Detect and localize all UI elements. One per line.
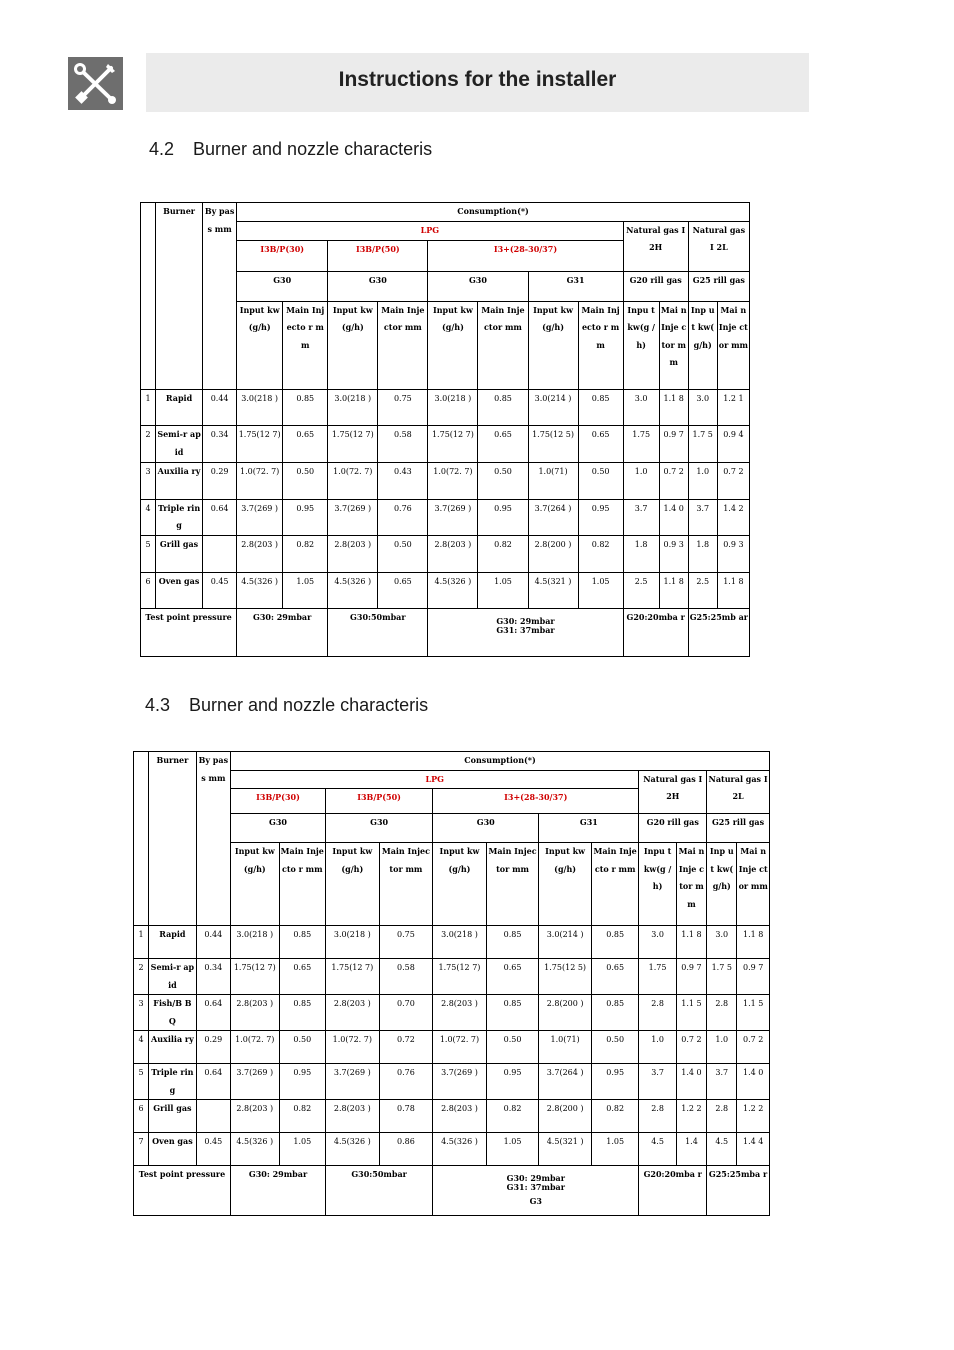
gas-g30-header: G30: [428, 272, 528, 301]
i3bp30-header: I3B/P(30): [231, 789, 326, 814]
section-heading-4-3: [145, 695, 428, 716]
main-injector-header: Main Injecto r mm: [279, 843, 326, 926]
test-point-pressure-label: Test point pressure: [134, 1166, 231, 1216]
input-header: Input kw(g/h): [328, 301, 378, 389]
main-injector-header: Main Injector mm: [379, 843, 433, 926]
burner-name: Triple ring: [149, 1064, 197, 1100]
bypass-value: 0.44: [196, 926, 230, 959]
table-cell: 3.0(214 ): [539, 926, 592, 959]
table-cell: 3.0: [688, 389, 717, 426]
table-cell: 1.4 2: [717, 499, 749, 536]
table-cell: 0.70: [379, 995, 433, 1031]
consumption-header: Consumption(*): [231, 752, 770, 771]
table-cell: 0.78: [379, 1100, 433, 1133]
bypass-value: 0.64: [196, 995, 230, 1031]
table-cell: 0.65: [279, 959, 326, 995]
burner-header: Burner: [149, 752, 197, 926]
gas-g30-header: G30: [326, 814, 433, 843]
natural-gas-i2l-header: Natural gas I 2L: [707, 770, 770, 814]
burner-nozzle-table-4-3: [133, 751, 770, 1216]
pressure-i3bp50: G30:50mbar: [326, 1166, 433, 1216]
burner-name: Grill gas: [156, 536, 203, 573]
pressure-g31: G31: 37mbar: [506, 1182, 565, 1192]
burner-name: Grill gas: [149, 1100, 197, 1133]
burner-number: 1: [141, 389, 156, 426]
wrench-screwdriver-icon: [68, 57, 123, 110]
gas-g25-header: G25 rill gas: [707, 814, 770, 843]
burner-name: Semi-r apid: [149, 959, 197, 995]
table-cell: 1.2 1: [717, 389, 749, 426]
page-title: Instructions for the installer: [338, 68, 617, 91]
table-cell: 2.8: [639, 1100, 676, 1133]
main-injector-header: Mai n Inje ctor mm: [659, 301, 688, 389]
table-cell: 2.8: [707, 1100, 737, 1133]
table-cell: 1.75(12 7): [428, 426, 478, 463]
table-row: [141, 499, 750, 536]
table-cell: 0.95: [578, 499, 623, 536]
natural-gas-i2h-header: Natural gas I 2H: [623, 221, 688, 271]
input-header: Inpu t kw(g /h): [639, 843, 676, 926]
table-row: [134, 1133, 770, 1166]
bypass-value: 0.64: [196, 1064, 230, 1100]
table-cell: 1.05: [279, 1133, 326, 1166]
table-cell: 1.75: [623, 426, 659, 463]
table-cell: 2.8(203 ): [231, 1100, 280, 1133]
table-cell: 1.4 0: [676, 1064, 706, 1100]
test-point-pressure-row: [141, 609, 750, 657]
table-cell: 0.75: [378, 389, 428, 426]
table-cell: 0.85: [283, 389, 328, 426]
pressure-i3plus: [433, 1166, 639, 1216]
main-injector-header: Main Injector mm: [478, 301, 528, 389]
pressure-g30: G30: 29mbar: [506, 1173, 565, 1183]
table-cell: 3.7: [688, 499, 717, 536]
table-cell: 1.75(12 7): [231, 959, 280, 995]
natural-gas-i2h-header: Natural gas I 2H: [639, 770, 707, 814]
natural-gas-i2l-header: Natural gas I 2L: [688, 221, 749, 271]
table-cell: 0.50: [591, 1031, 639, 1064]
pressure-g31: G31: 37mbar: [496, 625, 555, 636]
table-row: [141, 462, 750, 499]
table-cell: 0.9 7: [737, 959, 770, 995]
table-cell: 1.0(72. 7): [328, 462, 378, 499]
table-cell: 0.65: [478, 426, 528, 463]
table-cell: 0.82: [578, 536, 623, 573]
table-cell: 0.7 2: [717, 462, 749, 499]
main-injector-header: Main Injecto r mm: [591, 843, 639, 926]
pressure-g25: G25:25mba r: [707, 1166, 770, 1216]
table-cell: 2.8(200 ): [539, 1100, 592, 1133]
installer-tools-icon: [68, 57, 123, 110]
burner-number: 4: [141, 499, 156, 536]
bypass-value: [203, 536, 237, 573]
table-cell: 2.8(203 ): [326, 1100, 380, 1133]
table-cell: 3.7(269 ): [326, 1064, 380, 1100]
table-cell: 3.0(218 ): [428, 389, 478, 426]
table-cell: 1.75(12 5): [528, 426, 578, 463]
header-band: [146, 53, 809, 112]
table-cell: 1.0: [707, 1031, 737, 1064]
table-cell: 0.50: [486, 1031, 539, 1064]
table-cell: 0.75: [379, 926, 433, 959]
table-row: [134, 1031, 770, 1064]
table-cell: 3.0: [623, 389, 659, 426]
table-cell: 4.5(326 ): [433, 1133, 487, 1166]
table-cell: 0.7 2: [659, 462, 688, 499]
table-cell: 0.76: [379, 1064, 433, 1100]
table-cell: 1.4: [676, 1133, 706, 1166]
gas-g20-header: G20 rill gas: [639, 814, 707, 843]
burner-number: 1: [134, 926, 149, 959]
section-number: 4.2: [149, 139, 175, 159]
table-cell: 0.85: [591, 995, 639, 1031]
table-cell: 4.5(321 ): [528, 572, 578, 609]
table-cell: 1.75(12 5): [539, 959, 592, 995]
burner-name: Rapid: [149, 926, 197, 959]
table-row: [134, 959, 770, 995]
table-cell: 4.5: [639, 1133, 676, 1166]
table-cell: 0.9 4: [717, 426, 749, 463]
bypass-value: 0.29: [196, 1031, 230, 1064]
table-cell: 0.85: [591, 926, 639, 959]
bypass-value: 0.45: [196, 1133, 230, 1166]
table-cell: 1.1 8: [659, 389, 688, 426]
table-cell: 0.50: [279, 1031, 326, 1064]
input-header: Input kw(g/h): [231, 843, 280, 926]
table-cell: 0.85: [478, 389, 528, 426]
table-cell: 0.95: [279, 1064, 326, 1100]
table-cell: 1.8: [623, 536, 659, 573]
table-row: [141, 426, 750, 463]
i3bp50-header: I3B/P(50): [328, 240, 428, 271]
lpg-header: LPG: [237, 221, 624, 240]
table-cell: 1.0(72. 7): [433, 1031, 487, 1064]
burner-number: 3: [141, 462, 156, 499]
table-cell: 0.9 7: [659, 426, 688, 463]
burner-header: Burner: [156, 203, 203, 390]
table-row: [134, 1064, 770, 1100]
table-cell: 1.05: [578, 572, 623, 609]
burner-name: Triple ring: [156, 499, 203, 536]
row-number-header: [141, 203, 156, 390]
bypass-value: 0.44: [203, 389, 237, 426]
table-cell: 0.95: [591, 1064, 639, 1100]
table-cell: 0.43: [378, 462, 428, 499]
bypass-value: [196, 1100, 230, 1133]
burner-name: Oven gas: [156, 572, 203, 609]
burner-number: 2: [134, 959, 149, 995]
consumption-header: Consumption(*): [237, 203, 750, 222]
table-cell: 1.7 5: [688, 426, 717, 463]
gas-g30-header: G30: [328, 272, 428, 301]
table-cell: 1.75(12 7): [326, 959, 380, 995]
table-cell: 4.5(326 ): [328, 572, 378, 609]
table-cell: 1.0(72. 7): [231, 1031, 280, 1064]
table-cell: 3.0(218 ): [237, 389, 283, 426]
table-cell: 2.8(203 ): [231, 995, 280, 1031]
table-cell: 0.65: [378, 572, 428, 609]
table-cell: 0.65: [486, 959, 539, 995]
table-cell: 1.2 2: [737, 1100, 770, 1133]
main-injector-header: Main Injecto r mm: [283, 301, 328, 389]
bypass-header: By pass mm: [203, 203, 237, 390]
pressure-g20: G20:20mba r: [639, 1166, 707, 1216]
table-cell: 0.65: [591, 959, 639, 995]
table-cell: 0.58: [378, 426, 428, 463]
gas-g30-header: G30: [433, 814, 539, 843]
pressure-g3: G3: [529, 1196, 542, 1206]
pressure-i3bp30: G30: 29mbar: [231, 1166, 326, 1216]
burner-name: Auxilia ry: [149, 1031, 197, 1064]
table-cell: 3.0(218 ): [433, 926, 487, 959]
table-cell: 1.05: [283, 572, 328, 609]
table-cell: 0.72: [379, 1031, 433, 1064]
table-cell: 2.8(203 ): [328, 536, 378, 573]
table-cell: 4.5: [707, 1133, 737, 1166]
table-cell: 4.5(326 ): [237, 572, 283, 609]
table-cell: 2.8: [639, 995, 676, 1031]
table-cell: 3.0: [639, 926, 676, 959]
table-row: [134, 995, 770, 1031]
input-header: Inp ut kw( g/h): [707, 843, 737, 926]
table-cell: 1.0(72. 7): [237, 462, 283, 499]
table-cell: 2.5: [688, 572, 717, 609]
table-cell: 0.82: [478, 536, 528, 573]
table-cell: 0.9 3: [659, 536, 688, 573]
burner-number: 6: [141, 572, 156, 609]
pressure-g30: G30: 29mbar: [496, 616, 555, 627]
table-cell: 0.65: [578, 426, 623, 463]
i3bp50-header: I3B/P(50): [326, 789, 433, 814]
table-cell: 3.7(269 ): [231, 1064, 280, 1100]
table-cell: 1.1 8: [717, 572, 749, 609]
table-cell: 0.82: [486, 1100, 539, 1133]
burner-nozzle-table-4-2: [140, 202, 750, 657]
table-row: [141, 572, 750, 609]
table-cell: 2.8(203 ): [433, 1100, 487, 1133]
table-cell: 0.86: [379, 1133, 433, 1166]
table-cell: 3.7: [639, 1064, 676, 1100]
pressure-i3bp50: G30:50mbar: [328, 609, 428, 657]
table-cell: 0.50: [578, 462, 623, 499]
table-cell: 0.65: [283, 426, 328, 463]
table-cell: 1.8: [688, 536, 717, 573]
table-cell: 0.85: [578, 389, 623, 426]
table-cell: 1.0: [623, 462, 659, 499]
table-row: [141, 536, 750, 573]
table-cell: 0.7 2: [737, 1031, 770, 1064]
table-cell: 1.1 5: [737, 995, 770, 1031]
main-injector-header: Mai n Inje ctor mm: [676, 843, 706, 926]
pressure-g3: [429, 635, 621, 638]
table-cell: 0.95: [283, 499, 328, 536]
table-cell: 1.0: [639, 1031, 676, 1064]
i3bp30-header: I3B/P(30): [237, 240, 328, 271]
pressure-i3plus: [428, 609, 623, 657]
table-cell: 0.50: [283, 462, 328, 499]
table-cell: 0.85: [279, 926, 326, 959]
gas-g31-header: G31: [528, 272, 623, 301]
table-cell: 4.5(326 ): [428, 572, 478, 609]
table-cell: 3.7: [707, 1064, 737, 1100]
table-cell: 0.82: [283, 536, 328, 573]
table-cell: 1.1 8: [737, 926, 770, 959]
table-cell: 0.9 3: [717, 536, 749, 573]
table-cell: 0.85: [279, 995, 326, 1031]
table-cell: 2.8(203 ): [237, 536, 283, 573]
section-number: 4.3: [145, 695, 171, 715]
input-header: Input kw(g/h): [428, 301, 478, 389]
table-cell: 4.5(326 ): [231, 1133, 280, 1166]
table-cell: 1.0(72. 7): [326, 1031, 380, 1064]
table-cell: 1.05: [486, 1133, 539, 1166]
burner-name: Rapid: [156, 389, 203, 426]
burner-number: 7: [134, 1133, 149, 1166]
table-cell: 3.0(218 ): [231, 926, 280, 959]
table-cell: 4.5(326 ): [326, 1133, 380, 1166]
table-cell: 2.8(200 ): [528, 536, 578, 573]
table-cell: 1.7 5: [707, 959, 737, 995]
section-heading-4-2: [149, 139, 432, 160]
table-cell: 1.05: [591, 1133, 639, 1166]
section-title-text: Burner and nozzle characteris: [189, 695, 429, 715]
gas-g30-header: G30: [231, 814, 326, 843]
table-cell: 4.5(321 ): [539, 1133, 592, 1166]
table-cell: 1.1 5: [676, 995, 706, 1031]
main-injector-header: Main Injecto r mm: [578, 301, 623, 389]
table-cell: 3.7(269 ): [433, 1064, 487, 1100]
bypass-header: By pass mm: [196, 752, 230, 926]
table-cell: 1.75(12 7): [328, 426, 378, 463]
bypass-value: 0.34: [196, 959, 230, 995]
burner-number: 3: [134, 995, 149, 1031]
burner-number: 2: [141, 426, 156, 463]
test-point-pressure-label: Test point pressure: [141, 609, 237, 657]
burner-name: Oven gas: [149, 1133, 197, 1166]
main-injector-header: Mai n Inje ctor mm: [717, 301, 749, 389]
bypass-value: 0.64: [203, 499, 237, 536]
table-cell: 1.05: [478, 572, 528, 609]
gas-g30-header: G30: [237, 272, 328, 301]
bypass-value: 0.34: [203, 426, 237, 463]
section-title-text: Burner and nozzle characteris: [193, 139, 433, 159]
table-cell: 3.0: [707, 926, 737, 959]
table-cell: 0.95: [486, 1064, 539, 1100]
table-cell: 1.0(72. 7): [428, 462, 478, 499]
table-cell: 0.50: [378, 536, 428, 573]
table-cell: 0.58: [379, 959, 433, 995]
pressure-g25: G25:25mb ar: [688, 609, 749, 657]
input-header: Input kw(g/h): [539, 843, 592, 926]
table-cell: 1.4 4: [737, 1133, 770, 1166]
table-row: [141, 389, 750, 426]
burner-name: Semi-r apid: [156, 426, 203, 463]
table-cell: 0.82: [279, 1100, 326, 1133]
gas-g31-header: G31: [539, 814, 639, 843]
input-header: Input kw(g/h): [237, 301, 283, 389]
table-cell: 1.75(12 7): [433, 959, 487, 995]
gas-g20-header: G20 rill gas: [623, 272, 688, 301]
table-cell: 1.75: [639, 959, 676, 995]
input-header: Input kw(g/h): [326, 843, 380, 926]
table-cell: 1.4 0: [659, 499, 688, 536]
table-cell: 2.8: [707, 995, 737, 1031]
gas-g25-header: G25 rill gas: [688, 272, 749, 301]
table-cell: 1.0(71): [539, 1031, 592, 1064]
lpg-header: LPG: [231, 770, 639, 789]
table-cell: 2.8(200 ): [539, 995, 592, 1031]
table-cell: 0.50: [478, 462, 528, 499]
burner-number: 5: [134, 1064, 149, 1100]
burner-name: Fish/B BQ: [149, 995, 197, 1031]
table-cell: 1.4 0: [737, 1064, 770, 1100]
test-point-pressure-row: [134, 1166, 770, 1216]
burner-name: Auxilia ry: [156, 462, 203, 499]
burner-number: 6: [134, 1100, 149, 1133]
burner-number: 5: [141, 536, 156, 573]
table-cell: 3.7(269 ): [328, 499, 378, 536]
table-cell: 1.0: [688, 462, 717, 499]
table-cell: 0.9 7: [676, 959, 706, 995]
main-injector-header: Mai n Inje ctor mm: [737, 843, 770, 926]
main-injector-header: Main Injector mm: [378, 301, 428, 389]
bypass-value: 0.29: [203, 462, 237, 499]
table-cell: 2.8(203 ): [428, 536, 478, 573]
table-cell: 1.1 8: [676, 926, 706, 959]
table-cell: 3.7(264 ): [528, 499, 578, 536]
table-cell: 1.2 2: [676, 1100, 706, 1133]
table-cell: 0.76: [378, 499, 428, 536]
table-cell: 1.1 8: [659, 572, 688, 609]
pressure-g20: G20:20mba r: [623, 609, 688, 657]
table-cell: 2.8(203 ): [326, 995, 380, 1031]
main-injector-header: Main Injector mm: [486, 843, 539, 926]
table-cell: 0.85: [486, 926, 539, 959]
table-cell: 0.7 2: [676, 1031, 706, 1064]
table-cell: 1.0(71): [528, 462, 578, 499]
table-cell: 0.82: [591, 1100, 639, 1133]
table-cell: 0.85: [486, 995, 539, 1031]
table-cell: 3.7: [623, 499, 659, 536]
table-cell: 3.0(218 ): [328, 389, 378, 426]
table-row: [134, 1100, 770, 1133]
i3plus-header: I3+(28-30/37): [428, 240, 623, 271]
table-cell: 2.5: [623, 572, 659, 609]
input-header: Input kw(g/h): [433, 843, 487, 926]
i3plus-header: I3+(28-30/37): [433, 789, 639, 814]
table-cell: 3.0(218 ): [326, 926, 380, 959]
table-cell: 2.8(203 ): [433, 995, 487, 1031]
input-header: Inpu t kw(g /h): [623, 301, 659, 389]
burner-number: 4: [134, 1031, 149, 1064]
table-row: [134, 926, 770, 959]
table-cell: 0.95: [478, 499, 528, 536]
table-cell: 3.0(214 ): [528, 389, 578, 426]
row-number-header: [134, 752, 149, 926]
input-header: Inp ut kw( g/h): [688, 301, 717, 389]
bypass-value: 0.45: [203, 572, 237, 609]
table-cell: 3.7(269 ): [237, 499, 283, 536]
table-cell: 3.7(264 ): [539, 1064, 592, 1100]
input-header: Input kw(g/h): [528, 301, 578, 389]
pressure-i3bp30: G30: 29mbar: [237, 609, 328, 657]
table-cell: 3.7(269 ): [428, 499, 478, 536]
table-cell: 1.75(12 7): [237, 426, 283, 463]
